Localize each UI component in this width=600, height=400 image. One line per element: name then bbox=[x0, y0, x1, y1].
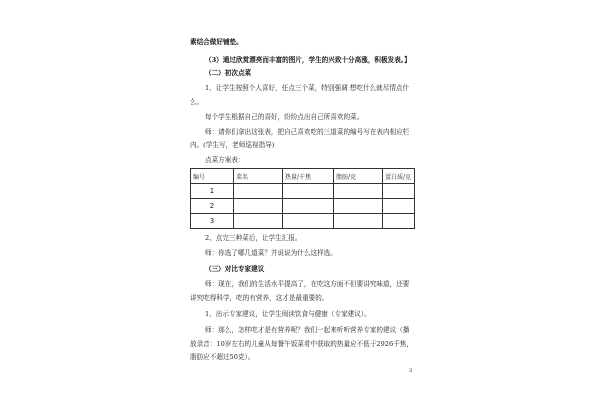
table-row bbox=[191, 214, 415, 229]
paragraph-line: 师：那么，怎样吃才是有营养呢？我们一起来听听营养专家的建议（播 bbox=[205, 326, 410, 334]
paragraph-line: 么。 bbox=[190, 98, 204, 106]
table-cell bbox=[383, 214, 415, 229]
table-cell bbox=[283, 214, 334, 229]
section-heading: （三）对比专家建议 bbox=[205, 265, 265, 273]
column-header: 热量/千焦 bbox=[283, 169, 334, 184]
table-cell bbox=[383, 184, 415, 199]
column-header: 脂肪/克 bbox=[334, 169, 383, 184]
paragraph-line: 1、出示专家建议，让学生阅读饮食与健康（专家建议）。 bbox=[205, 310, 371, 318]
paragraph-line: 讲究吃得科学，吃的有营养，这才是最重要的。 bbox=[190, 294, 329, 302]
column-header: 编号 bbox=[191, 169, 234, 184]
paragraph-line: 师：你选了哪几道菜？并说说为什么这样选。 bbox=[205, 249, 337, 257]
paragraph-line: （3）通过欣赏漂亮而丰富的图片，学生的兴致十分高涨，积极发表。】 bbox=[205, 56, 411, 64]
table-row bbox=[191, 184, 415, 199]
paragraph-line: 内。(学生写，老师巡视指导) bbox=[190, 141, 275, 149]
table-caption: 点菜方案表： bbox=[205, 156, 245, 164]
table-cell: 1 bbox=[191, 184, 234, 199]
table-cell: 2 bbox=[191, 199, 234, 214]
paragraph-line: 素结合做好铺垫。 bbox=[190, 38, 243, 46]
paragraph-line: 师：现在，我们的生活水平提高了，在吃这方面不但要讲究味道，还要 bbox=[205, 280, 410, 288]
paragraph-line: 脂肪应不超过50克）。 bbox=[190, 353, 255, 361]
table-cell: 3 bbox=[191, 214, 234, 229]
table-cell bbox=[234, 184, 283, 199]
table-header-row bbox=[191, 169, 415, 184]
table-cell bbox=[334, 184, 383, 199]
table-cell bbox=[334, 199, 383, 214]
column-header: 蛋白质/克 bbox=[383, 169, 415, 184]
paragraph-line: 1、让学生按照个人喜好，任点三个菜，特别强调 想吃什么就尽情点什 bbox=[205, 84, 410, 92]
paragraph-line: 放录音：10岁左右的儿童从每餐午饭菜肴中获取的热量应不低于2926千焦， bbox=[190, 340, 413, 348]
page-number: 3 bbox=[409, 368, 413, 374]
table-cell bbox=[234, 199, 283, 214]
table-row bbox=[191, 199, 415, 214]
table-cell bbox=[334, 214, 383, 229]
table-cell bbox=[283, 184, 334, 199]
table-cell bbox=[383, 199, 415, 214]
menu-plan-table bbox=[190, 168, 415, 229]
paragraph-line: 师：请你们拿出这张表，把自己喜欢吃的三道菜的编号写在表内相应栏 bbox=[205, 128, 410, 136]
paragraph-line: 每个学生根据自己的喜好，纷纷点出自己所喜欢的菜。 bbox=[205, 113, 364, 121]
column-header: 菜名 bbox=[234, 169, 283, 184]
table-cell bbox=[234, 214, 283, 229]
paragraph-line: 2、点完三种菜后，让学生汇报。 bbox=[205, 234, 302, 242]
section-heading: （二）初次点菜 bbox=[205, 69, 252, 77]
table-cell bbox=[283, 199, 334, 214]
